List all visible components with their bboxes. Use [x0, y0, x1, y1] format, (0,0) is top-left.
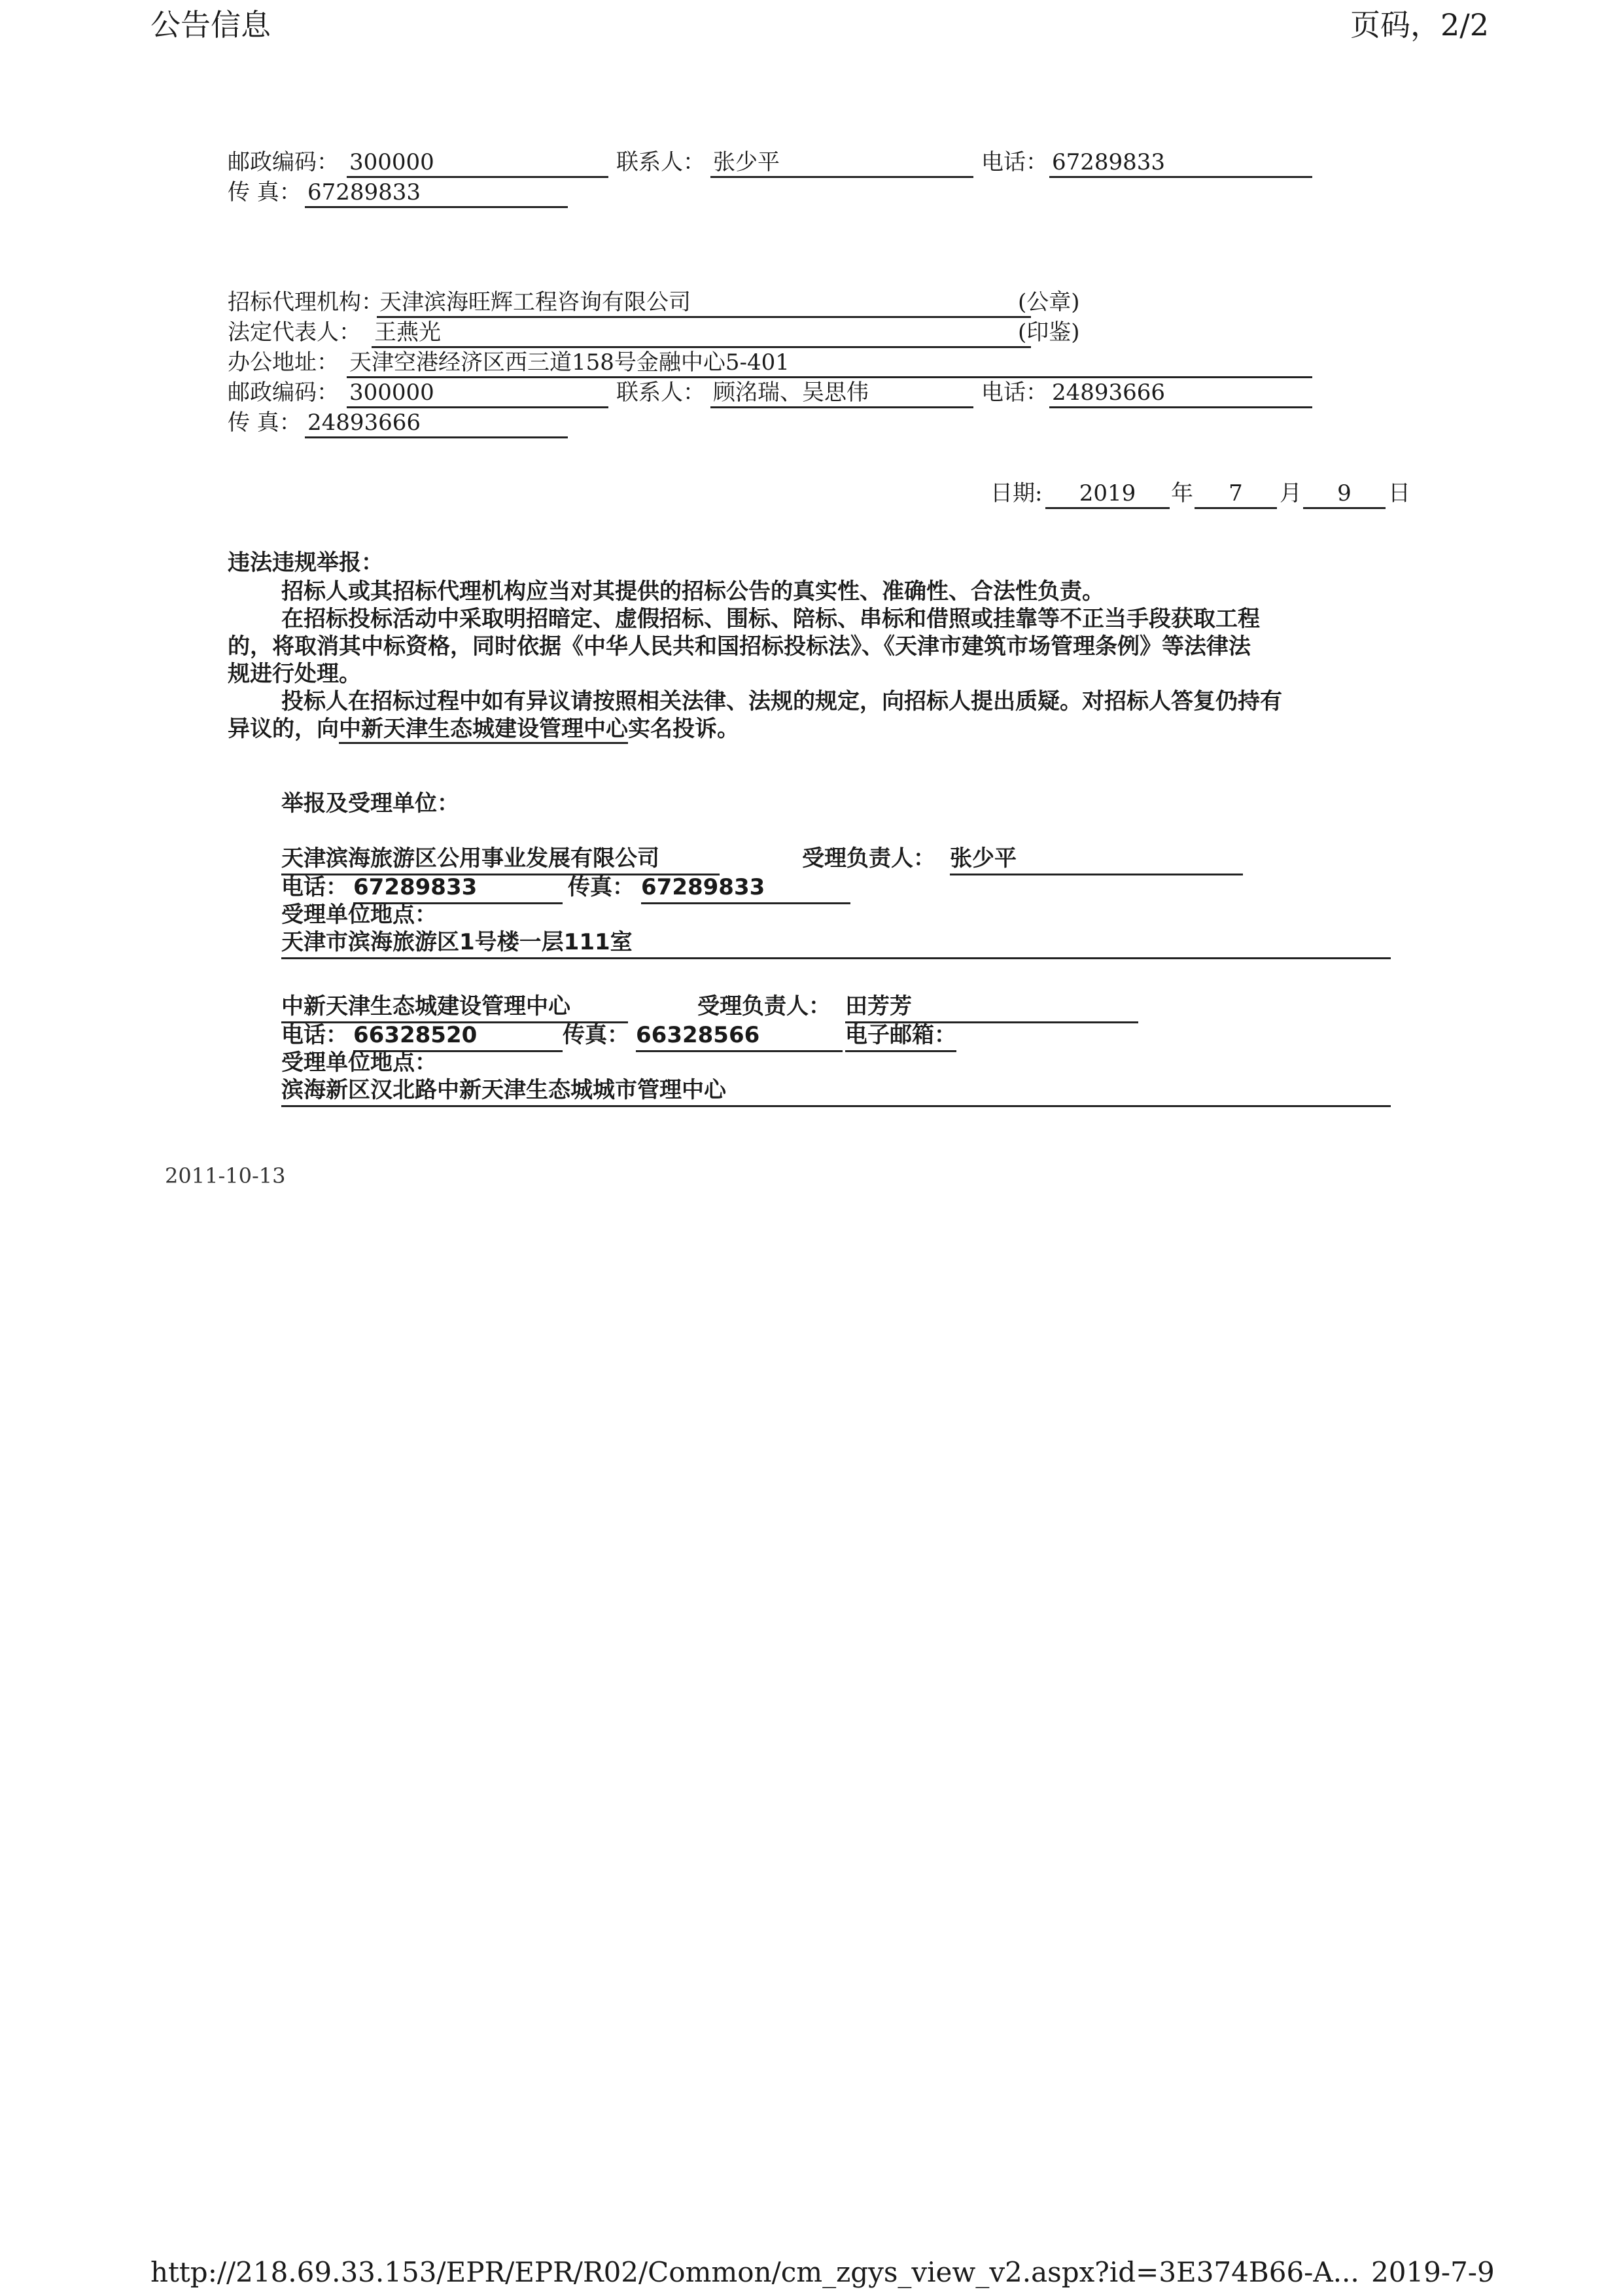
- date-row: [0, 479, 1623, 513]
- postcode-value: 300000: [347, 148, 608, 178]
- agency-phone-label: 电话：: [981, 380, 1048, 406]
- agency-org-label: 招标代理机构：: [228, 289, 383, 315]
- report-paragraph-3-line-1: 投标人在招标过程中如有异议请按照相关法律、法规的规定，向招标人提出质疑。对招标人答复仍持有: [281, 688, 1282, 715]
- unit1-person: [950, 844, 1243, 875]
- agency-postcode-value: 300000: [347, 378, 608, 408]
- unit2-addr-text: 滨海新区汉北路中新天津生态城城市管理中心: [281, 1076, 1391, 1107]
- date-year: 2019: [1045, 479, 1170, 509]
- unit2-name-text: 中新天津生态城建设管理中心: [281, 992, 628, 1023]
- date-day: 9: [1303, 479, 1386, 509]
- agency-stamp: (印鉴): [1018, 319, 1080, 345]
- unit1-name: [281, 844, 720, 875]
- report-p3-post: 实名投诉。: [628, 716, 739, 742]
- phone-value: 67289833: [1049, 148, 1312, 178]
- unit2-fax-label: 传真：: [563, 1022, 629, 1048]
- date-day-unit: 日: [1388, 480, 1410, 506]
- agency-fax-value: 24893666: [305, 408, 568, 438]
- report-title: 违法违规举报：: [228, 550, 383, 576]
- agency-fax-label: 传 真：: [228, 410, 302, 436]
- unit2-fax: [636, 1021, 843, 1052]
- footer-date: 2019-7-9: [1371, 2256, 1495, 2288]
- postcode-label: 邮政编码：: [228, 149, 339, 175]
- unit2-fax-text: 66328566: [636, 1021, 843, 1052]
- unit2-name: [281, 992, 628, 1023]
- tenderer-fax-row: [0, 178, 1623, 212]
- unit2-phone: [353, 1021, 563, 1052]
- unit2-phone-text: 66328520: [353, 1021, 563, 1052]
- unit1-fax-label: 传真：: [568, 874, 635, 900]
- unit2-phone-label: 电话：: [281, 1022, 348, 1048]
- unit1-phone: [353, 873, 563, 904]
- date-label: 日期:: [990, 480, 1043, 506]
- report-p3-pre: 异议的，向: [228, 716, 339, 742]
- report-paragraph-3-line-2: [228, 715, 739, 744]
- agency-org-row: [0, 288, 1623, 322]
- report-p3-org: 中新天津生态城建设管理中心: [339, 716, 628, 744]
- report-paragraph-2-line-1: 在招标投标活动中采取明招暗定、虚假招标、围标、陪标、串标和借照或挂靠等不正当手段获取工程: [281, 606, 1260, 632]
- document-date: 2011-10-13: [165, 1163, 286, 1188]
- agency-rep-value: 王燕光: [372, 318, 1031, 348]
- agency-postcode-label: 邮政编码：: [228, 380, 339, 406]
- unit2-person: [845, 992, 1138, 1023]
- unit2-person-text: 田芳芳: [845, 992, 1138, 1023]
- unit1-addr-label: 受理单位地点：: [281, 902, 437, 928]
- agency-contact-label: 联系人：: [616, 380, 705, 406]
- agency-addr-row: [0, 348, 1623, 382]
- unit1-fax-text: 67289833: [641, 873, 850, 904]
- unit1-addr: [281, 928, 1391, 959]
- fax-label: 传 真：: [228, 179, 302, 205]
- agency-contact-row: [0, 378, 1623, 412]
- units-title: 举报及受理单位：: [281, 790, 459, 817]
- footer-url: http://218.69.33.153/EPR/EPR/R02/Common/cm_zgys_view_v2.aspx?id=3E374B66-A...: [150, 2256, 1359, 2288]
- unit2-person-label: 受理负责人：: [697, 993, 831, 1019]
- unit1-name-text: 天津滨海旅游区公用事业发展有限公司: [281, 844, 720, 875]
- agency-fax-row: [0, 408, 1623, 442]
- report-paragraph-2-line-3: 规进行处理。: [228, 661, 361, 687]
- agency-contact-value: 顾洺瑞、吴思伟: [710, 378, 973, 408]
- unit1-person-text: 张少平: [950, 844, 1243, 875]
- unit1-phone-label: 电话：: [281, 874, 348, 900]
- header-title: 公告信息: [150, 7, 271, 43]
- unit1-person-label: 受理负责人：: [802, 845, 935, 872]
- report-paragraph-2-line-2: 的，将取消其中标资格，同时依据《中华人民共和国招标投标法》、《天津市建筑市场管理条例》等法律法: [228, 633, 1251, 660]
- agency-addr-label: 办公地址：: [228, 349, 339, 376]
- date-month-unit: 月: [1280, 480, 1302, 506]
- agency-seal: (公章): [1018, 289, 1080, 315]
- unit1-fax: [641, 873, 850, 904]
- date-month: 7: [1195, 479, 1277, 509]
- agency-org-value: 天津滨海旺辉工程咨询有限公司: [377, 288, 1031, 318]
- date-year-unit: 年: [1171, 480, 1193, 506]
- unit2-addr: [281, 1076, 1391, 1107]
- report-paragraph-1: 招标人或其招标代理机构应当对其提供的招标公告的真实性、准确性、合法性负责。: [281, 578, 1104, 605]
- agency-phone-value: 24893666: [1049, 378, 1312, 408]
- contact-label: 联系人：: [616, 149, 705, 175]
- contact-value: 张少平: [710, 148, 973, 178]
- tenderer-contact-row: [0, 148, 1623, 182]
- unit2-email-label-text: 电子邮箱：: [845, 1021, 956, 1052]
- phone-label: 电话：: [981, 149, 1048, 175]
- agency-addr-value: 天津空港经济区西三道158号金融中心5-401: [347, 348, 1312, 378]
- agency-rep-row: [0, 318, 1623, 352]
- fax-value: 67289833: [305, 178, 568, 208]
- unit2-email-label: [845, 1021, 956, 1052]
- unit2-addr-label: 受理单位地点：: [281, 1050, 437, 1076]
- agency-rep-label: 法定代表人：: [228, 319, 361, 345]
- unit1-addr-text: 天津市滨海旅游区1号楼一层111室: [281, 928, 1391, 959]
- unit1-phone-text: 67289833: [353, 873, 563, 904]
- page-number: 页码，2/2: [1350, 7, 1490, 43]
